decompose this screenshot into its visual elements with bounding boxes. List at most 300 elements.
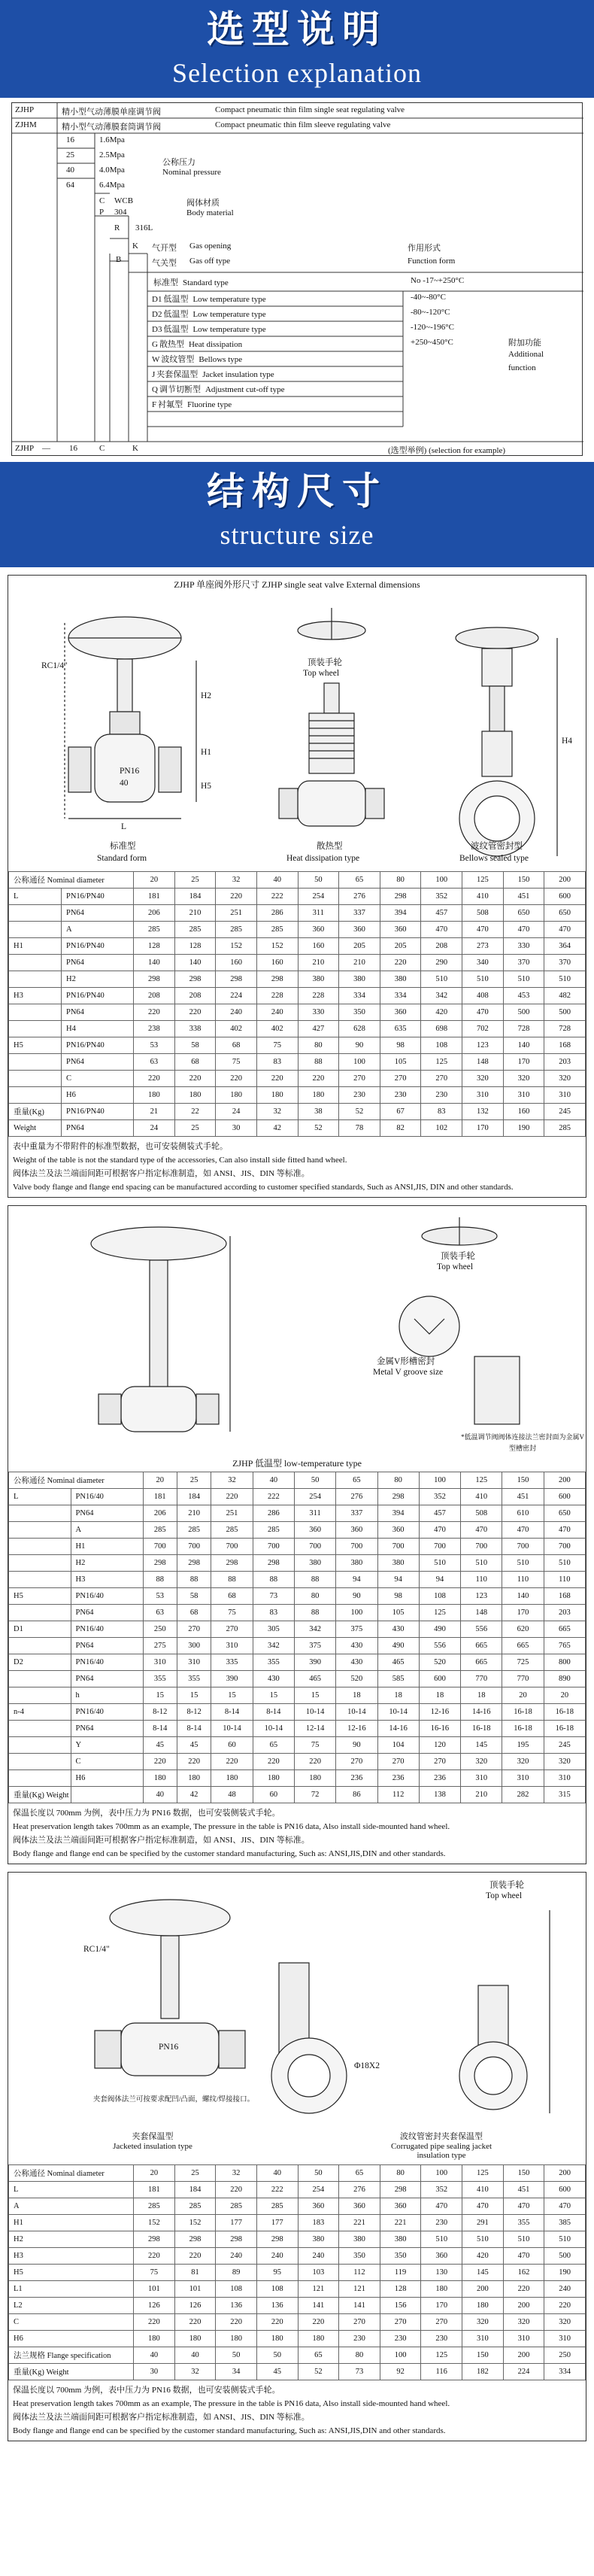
table-cell: 10-14 [211,1721,253,1737]
table-cell: 665 [461,1654,502,1671]
table-cell: 228 [298,988,339,1004]
table-cell: 73 [339,2364,380,2380]
jacket-drawings [8,1873,587,2128]
table-cell: 119 [380,2265,421,2281]
table-cell: 310 [503,1087,544,1104]
table-cell: 88 [177,1572,211,1588]
table-cell: 220 [216,2314,257,2331]
option-code: G [152,340,158,349]
table-cell: 200 [503,2347,544,2364]
row-label: PN64 [71,1505,143,1522]
table-cell: 8-14 [211,1704,253,1721]
table-cell: 24 [134,1120,175,1137]
option-en: Jacket insulation type [202,370,274,379]
nd-header-cell: 40 [256,2165,298,2182]
table-cell: 310 [544,1087,586,1104]
table-cell: 125 [419,1605,460,1621]
table-cell: 20 [502,1687,544,1704]
note-line: Body flange and flange end can be specified by the customer standard manufacturing, Such as: ANSI,JIS,DIN and other standards. [13,2426,446,2435]
table-cell: 160 [256,955,298,971]
table-cell: 42 [256,1120,298,1137]
table-cell: 370 [544,955,586,971]
table-cell: 310 [461,1770,502,1787]
table-cell: 385 [544,2215,586,2231]
table-cell: 340 [462,955,504,971]
table-cell: 220 [211,1489,253,1505]
option-code: Q [152,385,158,394]
selection-chart [11,102,583,456]
table-cell: 298 [211,1555,253,1572]
table-cell: 310 [544,1770,585,1787]
table-header-row [9,1472,586,1489]
table-cell: 600 [544,889,586,905]
table-row [9,1505,586,1522]
panel2-notes [8,1803,586,1864]
table-cell: 236 [377,1770,419,1787]
table-cell: 700 [544,1539,585,1555]
table-cell: 350 [339,2248,380,2265]
table-cell: 338 [174,1021,216,1037]
table-cell: 90 [336,1737,377,1754]
table-cell: 270 [421,2314,462,2331]
table-cell: 402 [216,1021,257,1037]
table-cell: 285 [211,1522,253,1539]
table-cell: 88 [253,1572,294,1588]
table-row [9,1021,586,1037]
table-cell: 220 [143,1754,177,1770]
table-cell: 160 [503,1104,544,1120]
table-cell: 470 [544,1522,585,1539]
row-group: D2 [9,1654,71,1671]
table-cell: 380 [380,971,421,988]
table-cell: 470 [503,2198,544,2215]
metal-groove-en: Metal V groove size [373,1368,444,1377]
table-cell: 250 [143,1621,177,1638]
table-cell: 342 [421,988,462,1004]
row-label: PN64 [62,905,134,922]
table-cell: 180 [256,2331,298,2347]
table-cell: 53 [143,1588,177,1605]
table-cell: 100 [339,1054,380,1071]
table-cell: 10-14 [294,1704,335,1721]
table-cell: 510 [503,971,544,988]
row-label: H1 [9,2215,134,2231]
pn-label: PN16 [120,767,140,776]
table-cell: 220 [134,2314,175,2331]
table-cell: 15 [253,1687,294,1704]
table-cell: 276 [339,889,380,905]
table-cell: 490 [377,1638,419,1654]
table-cell: 170 [503,1054,544,1071]
table-cell: 16-18 [544,1704,585,1721]
table-cell: 222 [256,2182,298,2198]
model-name-en-2: Compact pneumatic thin film sleeve regulating valve [215,120,391,129]
pressure-value: 6.4Mpa [99,181,125,190]
table-cell: 170 [462,1120,504,1137]
table-cell: 334 [339,988,380,1004]
table-row [9,1721,586,1737]
table-row [9,2182,586,2198]
table-cell: 152 [256,938,298,955]
table-cell: 508 [462,905,504,922]
table-cell: 30 [216,1120,257,1137]
table-cell: 240 [216,1004,257,1021]
table-cell: 125 [421,2347,462,2364]
nd-header-cell: 125 [462,2165,504,2182]
option-code: F [152,400,157,409]
table-cell: 136 [216,2298,257,2314]
note-line: 阀体法兰及法兰端面间距可根据客户指定标准制造，如 ANSI、JIS、DIN 等标准。 [13,2413,310,2422]
table-cell: 286 [256,905,298,922]
row-group [9,1671,71,1687]
pressure-value: 1.6Mpa [99,135,125,144]
table-cell: 180 [216,1087,257,1104]
table-cell: 510 [462,971,504,988]
option-en: Fluorine type [187,400,232,409]
table-cell: 89 [216,2265,257,2281]
pressure-code: 40 [66,166,74,175]
row-group [9,1737,71,1754]
table-cell: 180 [134,2331,175,2347]
nd-header-cell: 20 [143,1472,177,1489]
table-cell: 410 [462,2182,504,2198]
table-cell: 75 [211,1605,253,1621]
table-cell: 222 [253,1489,294,1505]
table-cell: 126 [134,2298,175,2314]
caption-bellows-jacket-zh: 波纹管密封夹套保温型 [400,2132,483,2141]
table-cell: 298 [216,2231,257,2248]
table-cell: 16-18 [502,1704,544,1721]
row-label: PN64 [71,1671,143,1687]
row-group [9,1770,71,1787]
table-cell: 380 [339,2231,380,2248]
table-cell: 108 [216,2281,257,2298]
table-cell: 430 [377,1621,419,1638]
top-wheel-en: Top wheel [486,1891,523,1900]
row-group: H1 [9,938,62,955]
example-label: (选型举例) (selection for example) [388,446,506,455]
table-cell: 470 [544,2198,586,2215]
table-cell: 270 [336,1754,377,1770]
table-cell: 311 [294,1505,335,1522]
table-cell: 220 [177,1754,211,1770]
nd-header-cell: 32 [211,1472,253,1489]
table-cell: 121 [339,2281,380,2298]
table-cell: 230 [380,2331,421,2347]
table-cell: 290 [421,955,462,971]
nominal-diameter-header: 公称通径 Nominal diameter [9,2165,134,2182]
table-cell: 168 [544,1588,585,1605]
table-cell: 470 [462,1004,504,1021]
table-cell: 100 [380,2347,421,2364]
table-cell: 220 [216,889,257,905]
row-label: PN64 [62,1054,134,1071]
table-cell: 310 [143,1654,177,1671]
table-cell: 310 [177,1654,211,1671]
table-cell: 121 [298,2281,339,2298]
table-cell: 510 [419,1555,460,1572]
option-row [152,398,594,410]
pressure-code: 25 [66,150,74,159]
table-cell: 190 [544,2265,586,2281]
table-cell: 67 [380,1104,421,1120]
table-cell: 700 [143,1539,177,1555]
table-cell: 110 [461,1572,502,1588]
table-cell: 270 [339,2314,380,2331]
table-cell: 180 [177,1770,211,1787]
row-label: H3 [9,2248,134,2265]
option-zh: 调节切断型 [159,385,201,394]
row-group: n-4 [9,1704,71,1721]
row-label: H1 [71,1539,143,1555]
dimension-table-low-temp [8,1472,586,1803]
table-cell: 78 [339,1120,380,1137]
table-cell: 700 [377,1539,419,1555]
table-cell: 360 [380,1004,421,1021]
table-cell: 152 [134,2215,175,2231]
table-cell: 298 [253,1555,294,1572]
table-cell: 380 [339,971,380,988]
table-cell: 600 [419,1671,460,1687]
row-label: H2 [9,2231,134,2248]
table-cell: 65 [253,1737,294,1754]
table-cell: 220 [216,1071,257,1087]
row-label: A [71,1522,143,1539]
table-cell: 380 [377,1555,419,1572]
table-cell: 208 [134,988,175,1004]
row-group: H3 [9,988,62,1004]
banner-title-zh: 选型说明 [207,8,387,51]
table-cell: 482 [544,988,586,1004]
table-cell: 184 [177,1489,211,1505]
table-cell: 298 [377,1489,419,1505]
caption-standard-en: Standard form [97,854,147,863]
table-cell: 14-16 [377,1721,419,1737]
table-cell: 254 [298,2182,339,2198]
table-cell: 270 [419,1754,460,1770]
table-cell: 170 [502,1605,544,1621]
caption-jacket-en: Jacketed insulation type [113,2142,192,2151]
table-cell: 375 [294,1638,335,1654]
table-cell: 8-14 [177,1721,211,1737]
table-cell: 210 [339,955,380,971]
table-cell: 18 [377,1687,419,1704]
table-cell: 310 [462,2331,504,2347]
table-cell: 470 [421,2198,462,2215]
nd-header-cell: 40 [256,872,298,889]
table-cell: 83 [421,1104,462,1120]
row-label: 重量(Kg) Weight [9,2364,134,2380]
table-cell: 141 [298,2298,339,2314]
table-cell: 22 [174,1104,216,1120]
option-zh: 波纹管型 [161,355,195,364]
table-cell: 270 [211,1621,253,1638]
table-cell: 68 [216,1037,257,1054]
table-cell: 210 [461,1787,502,1803]
table-cell: 330 [298,1004,339,1021]
table-cell: 510 [461,1555,502,1572]
table-cell: 285 [253,1522,294,1539]
table-cell: 90 [339,1037,380,1054]
row-label: L1 [9,2281,134,2298]
action-label-zh: 作用形式 [408,244,441,253]
table-cell: 360 [336,1522,377,1539]
table-cell: 82 [380,1120,421,1137]
table-cell: 320 [544,1754,585,1770]
table-cell: 380 [298,971,339,988]
option-code: D1 [152,295,162,304]
rc-label: RC1/4" [41,661,68,670]
caption-bellows-jacket-en1: Corrugated pipe sealing jacket [390,2142,492,2151]
table-cell: 206 [134,905,175,922]
table-cell: 150 [462,2347,504,2364]
table-header-row [9,2165,586,2182]
table-cell: 335 [211,1654,253,1671]
table-cell: 430 [336,1654,377,1671]
rc-label: RC1/4" [83,1945,110,1954]
table-cell: 80 [339,2347,380,2364]
table-cell: 190 [503,1120,544,1137]
table-cell: 200 [503,2298,544,2314]
option-row [152,323,594,335]
table-cell: 285 [143,1522,177,1539]
table-row [9,1588,586,1605]
table-cell: 15 [143,1687,177,1704]
table-cell: 320 [502,1754,544,1770]
table-cell: 10-14 [377,1704,419,1721]
table-cell: 470 [544,922,586,938]
option-row [152,293,594,305]
table-cell: 68 [211,1588,253,1605]
table-cell: 375 [336,1621,377,1638]
row-label: PN64 [62,1004,134,1021]
banner-title-en: Selection explanation [172,58,422,88]
row-label: PN64 [71,1605,143,1621]
model-name-en-1: Compact pneumatic thin film single seat regulating valve [215,105,405,114]
table-cell: 665 [461,1638,502,1654]
table-cell: 470 [462,2198,504,2215]
table-cell: 470 [419,1522,460,1539]
table-cell: 334 [544,2364,586,2380]
table-cell: 310 [462,1087,504,1104]
table-cell: 390 [211,1671,253,1687]
table-cell: 470 [421,922,462,938]
table-cell: 68 [177,1605,211,1621]
action-zh: 气开型 [152,244,177,253]
panel-title: ZJHP 低温型 low-temperature type [232,1458,362,1469]
additional-label-zh: 附加功能 [508,339,541,348]
pressure-value: 4.0Mpa [99,166,125,175]
row-label [71,1787,143,1803]
table-row [9,1621,586,1638]
jacket-captions [8,2128,586,2164]
table-cell: 230 [421,1087,462,1104]
table-cell: 88 [298,1054,339,1071]
table-cell: 205 [380,938,421,955]
table-cell: 765 [544,1638,585,1654]
table-row [9,2298,586,2314]
table-cell: 665 [544,1621,585,1638]
table-cell: 34 [216,2364,257,2380]
table-cell: 38 [298,1104,339,1120]
example-material: C [99,444,105,453]
material-code: R [114,223,120,232]
table-cell: 8-12 [177,1704,211,1721]
table-cell: 427 [298,1021,339,1037]
nominal-diameter-header: 公称通径 Nominal diameter [9,1472,144,1489]
table-cell: 145 [461,1737,502,1754]
table-cell: 98 [377,1588,419,1605]
table-cell: 300 [177,1638,211,1654]
table-cell: 510 [421,971,462,988]
table-cell: 510 [544,971,586,988]
table-cell: 63 [134,1054,175,1071]
table-cell: 650 [503,905,544,922]
option-temp: -80~-120°C [411,308,450,317]
table-cell: 800 [544,1654,585,1671]
table-cell: 698 [421,1021,462,1037]
nd-header-cell: 125 [462,872,504,889]
table-cell: 180 [134,1087,175,1104]
table-cell: 453 [503,988,544,1004]
top-wheel-zh: 顶装手轮 [308,658,342,667]
table-cell: 208 [174,988,216,1004]
table-cell: 210 [174,905,216,922]
table-cell: 600 [544,1489,585,1505]
table-cell: 273 [462,938,504,955]
table-cell: 221 [380,2215,421,2231]
option-en: Low temperature type [192,310,266,319]
table-cell: 700 [177,1539,211,1555]
table-cell: 360 [380,2198,421,2215]
jacket-small-note: 夹套阀体法兰可按要求配凹/凸面，螺纹/焊接接口。 [92,2096,255,2104]
table-cell: 320 [544,2314,586,2331]
table-cell: 160 [216,955,257,971]
table-cell: 180 [174,1087,216,1104]
table-cell: 80 [294,1588,335,1605]
table-cell: 162 [503,2265,544,2281]
table-cell: 15 [177,1687,211,1704]
table-cell: 245 [544,1104,586,1120]
option-code: W [152,355,160,364]
row-label: H2 [71,1555,143,1572]
row-label: 法兰规格 Flange specification [9,2347,134,2364]
table-cell: 430 [336,1638,377,1654]
table-cell: 184 [174,889,216,905]
table-cell: 104 [377,1737,419,1754]
table-cell: 251 [211,1505,253,1522]
table-row [9,2331,586,2347]
nd-header-cell: 32 [216,2165,257,2182]
row-label: PN16/40 [71,1654,143,1671]
row-label: H3 [71,1572,143,1588]
table-cell: 510 [462,2231,504,2248]
table-cell: 285 [134,922,175,938]
table-cell: 182 [462,2364,504,2380]
table-cell: 18 [336,1687,377,1704]
table-cell: 298 [177,1555,211,1572]
selection-banner [0,0,594,98]
caption-heat-zh: 散热型 [317,842,343,851]
table-cell: 500 [503,1004,544,1021]
table-row [9,1754,586,1770]
table-cell: 128 [174,938,216,955]
table-cell: 298 [143,1555,177,1572]
nd-header-cell: 150 [502,1472,544,1489]
table-cell: 63 [143,1605,177,1621]
table-cell: 81 [174,2265,216,2281]
table-cell: 298 [256,2231,298,2248]
